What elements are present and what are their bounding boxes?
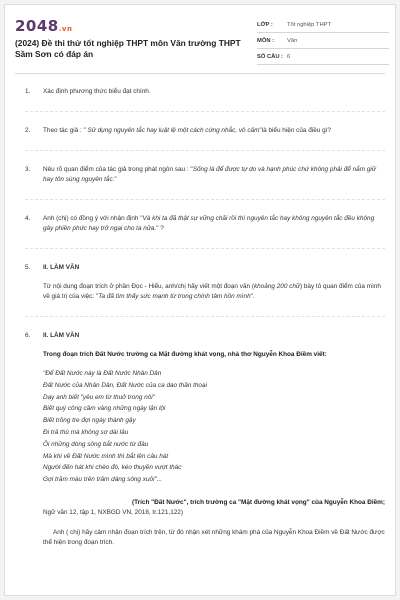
question-1 (15, 87, 385, 97)
document-page (4, 4, 396, 596)
question-3 (15, 165, 385, 185)
question-divider (25, 248, 385, 249)
document-title: (2024) Đề thi thử tốt nghiệp THPT môn Văn trường THPT Sầm Sơn có đáp án (15, 38, 241, 59)
question-divider (25, 111, 385, 112)
poem-excerpt (43, 368, 385, 486)
meta-row-question-count (257, 49, 389, 65)
question-text: Theo tác giả : " Sử dụng nguyên tắc hay luật lệ một cách cứng nhắc, vô cảm"là biểu hiện của điều gì? (43, 127, 331, 134)
question-divider (25, 150, 385, 151)
question-text: Xác định phương thức biểu đạt chính. (43, 88, 151, 95)
poem-line: "Để Đất Nước này là Đất Nước Nhân Dân (43, 370, 162, 377)
question-divider (25, 199, 385, 200)
question-5 (15, 263, 385, 302)
site-logo[interactable]: 2048.vn (15, 17, 73, 35)
poem-line: Người đến hát khi chèo đò, kéo thuyền vượt thác (43, 464, 182, 472)
meta-key: LỚP : (257, 21, 273, 28)
question-divider (25, 316, 385, 317)
meta-value: Tốt nghiệp THPT (287, 21, 332, 28)
poem-line: Biết quý công cầm vàng những ngày lặn lội (43, 405, 166, 413)
question-task: Anh ( chị) hãy cảm nhận đoạn trích trên, từ đó nhận xét những khám phá của Nguyễn Khoa Điềm về Đất Nước được thể hiện trong đoạn trích. (43, 528, 385, 546)
meta-key: SỐ CÂU : (257, 53, 284, 60)
meta-table (257, 17, 389, 65)
question-number: 5. (25, 264, 31, 271)
question-number: 4. (25, 215, 31, 222)
questions-list (15, 87, 385, 548)
question-4 (15, 214, 385, 234)
question-text: Nêu rõ quan điểm của tác giả trong phát ngôn sau : "Sống là để được tự do và hạnh phúc chứ không phải để nắm giữ hay tôn sùng nguyên tắc." (43, 166, 376, 183)
poem-line: Gợi trăm màu trên trăm dáng sông xuôi"... (43, 476, 163, 484)
meta-value: Văn (287, 37, 298, 44)
section-title: II. LÀM VĂN (43, 332, 80, 339)
header-divider (15, 73, 385, 74)
question-number: 1. (25, 88, 31, 95)
question-2 (15, 126, 385, 136)
poem-line: Ôi những dòng sông bắt nước từ đâu (43, 440, 149, 448)
poem-line: Mà khi về Đất Nước mình thì bắt lên câu hát (43, 452, 169, 460)
poem-source: (Trích "Đất Nước", trích trường ca "Mặt đường khát vọng" của Nguyễn Khoa Điềm; (131, 498, 385, 506)
question-number: 3. (25, 166, 31, 173)
question-intro: Trong đoạn trích Đất Nước trường ca Mặt đường khát vọng, nhà thơ Nguyễn Khoa Điềm viết: (43, 351, 327, 358)
poem-line: Dạy anh biết "yêu em từ thuở trong nôi" (43, 393, 155, 401)
question-number: 6. (25, 332, 31, 339)
question-text: Anh (chị) có đồng ý với nhận định "Và khi ta đã thật sự vững chãi rồi thì nguyên tắc hay không nguyên tắc đều không gây phiền phức hay trở ngại cho ta nữa." ? (43, 215, 375, 232)
meta-row-class (257, 17, 389, 33)
question-number: 2. (25, 127, 31, 134)
poem-line: Biết trồng tre đợi ngày thành gậy (43, 417, 136, 425)
poem-line: Đất Nước của Nhân Dân, Đất Nước của ca dao thần thoại (43, 381, 207, 389)
meta-value: 6 (287, 53, 291, 60)
poem-source-detail: Ngữ văn 12, tập 1, NXBGD VN, 2018, tr.121,122) (43, 508, 183, 516)
section-title: II. LÀM VĂN (43, 264, 80, 271)
poem-line: Đi trả thù mà không sợ dài lâu (43, 428, 129, 436)
meta-key: MÔN : (257, 37, 275, 44)
question-text: Từ nội dung đoạn trích ở phần Đọc - Hiểu, anh/chị hãy viết một đoạn văn (khoảng 200 chữ) bày tỏ quan điểm của mình về giá trị của việc: "Ta đã tìm thấy sức mạnh từ trong chính tâm hồn mình". (43, 283, 381, 300)
question-6 (15, 331, 385, 548)
meta-row-subject (257, 33, 389, 49)
